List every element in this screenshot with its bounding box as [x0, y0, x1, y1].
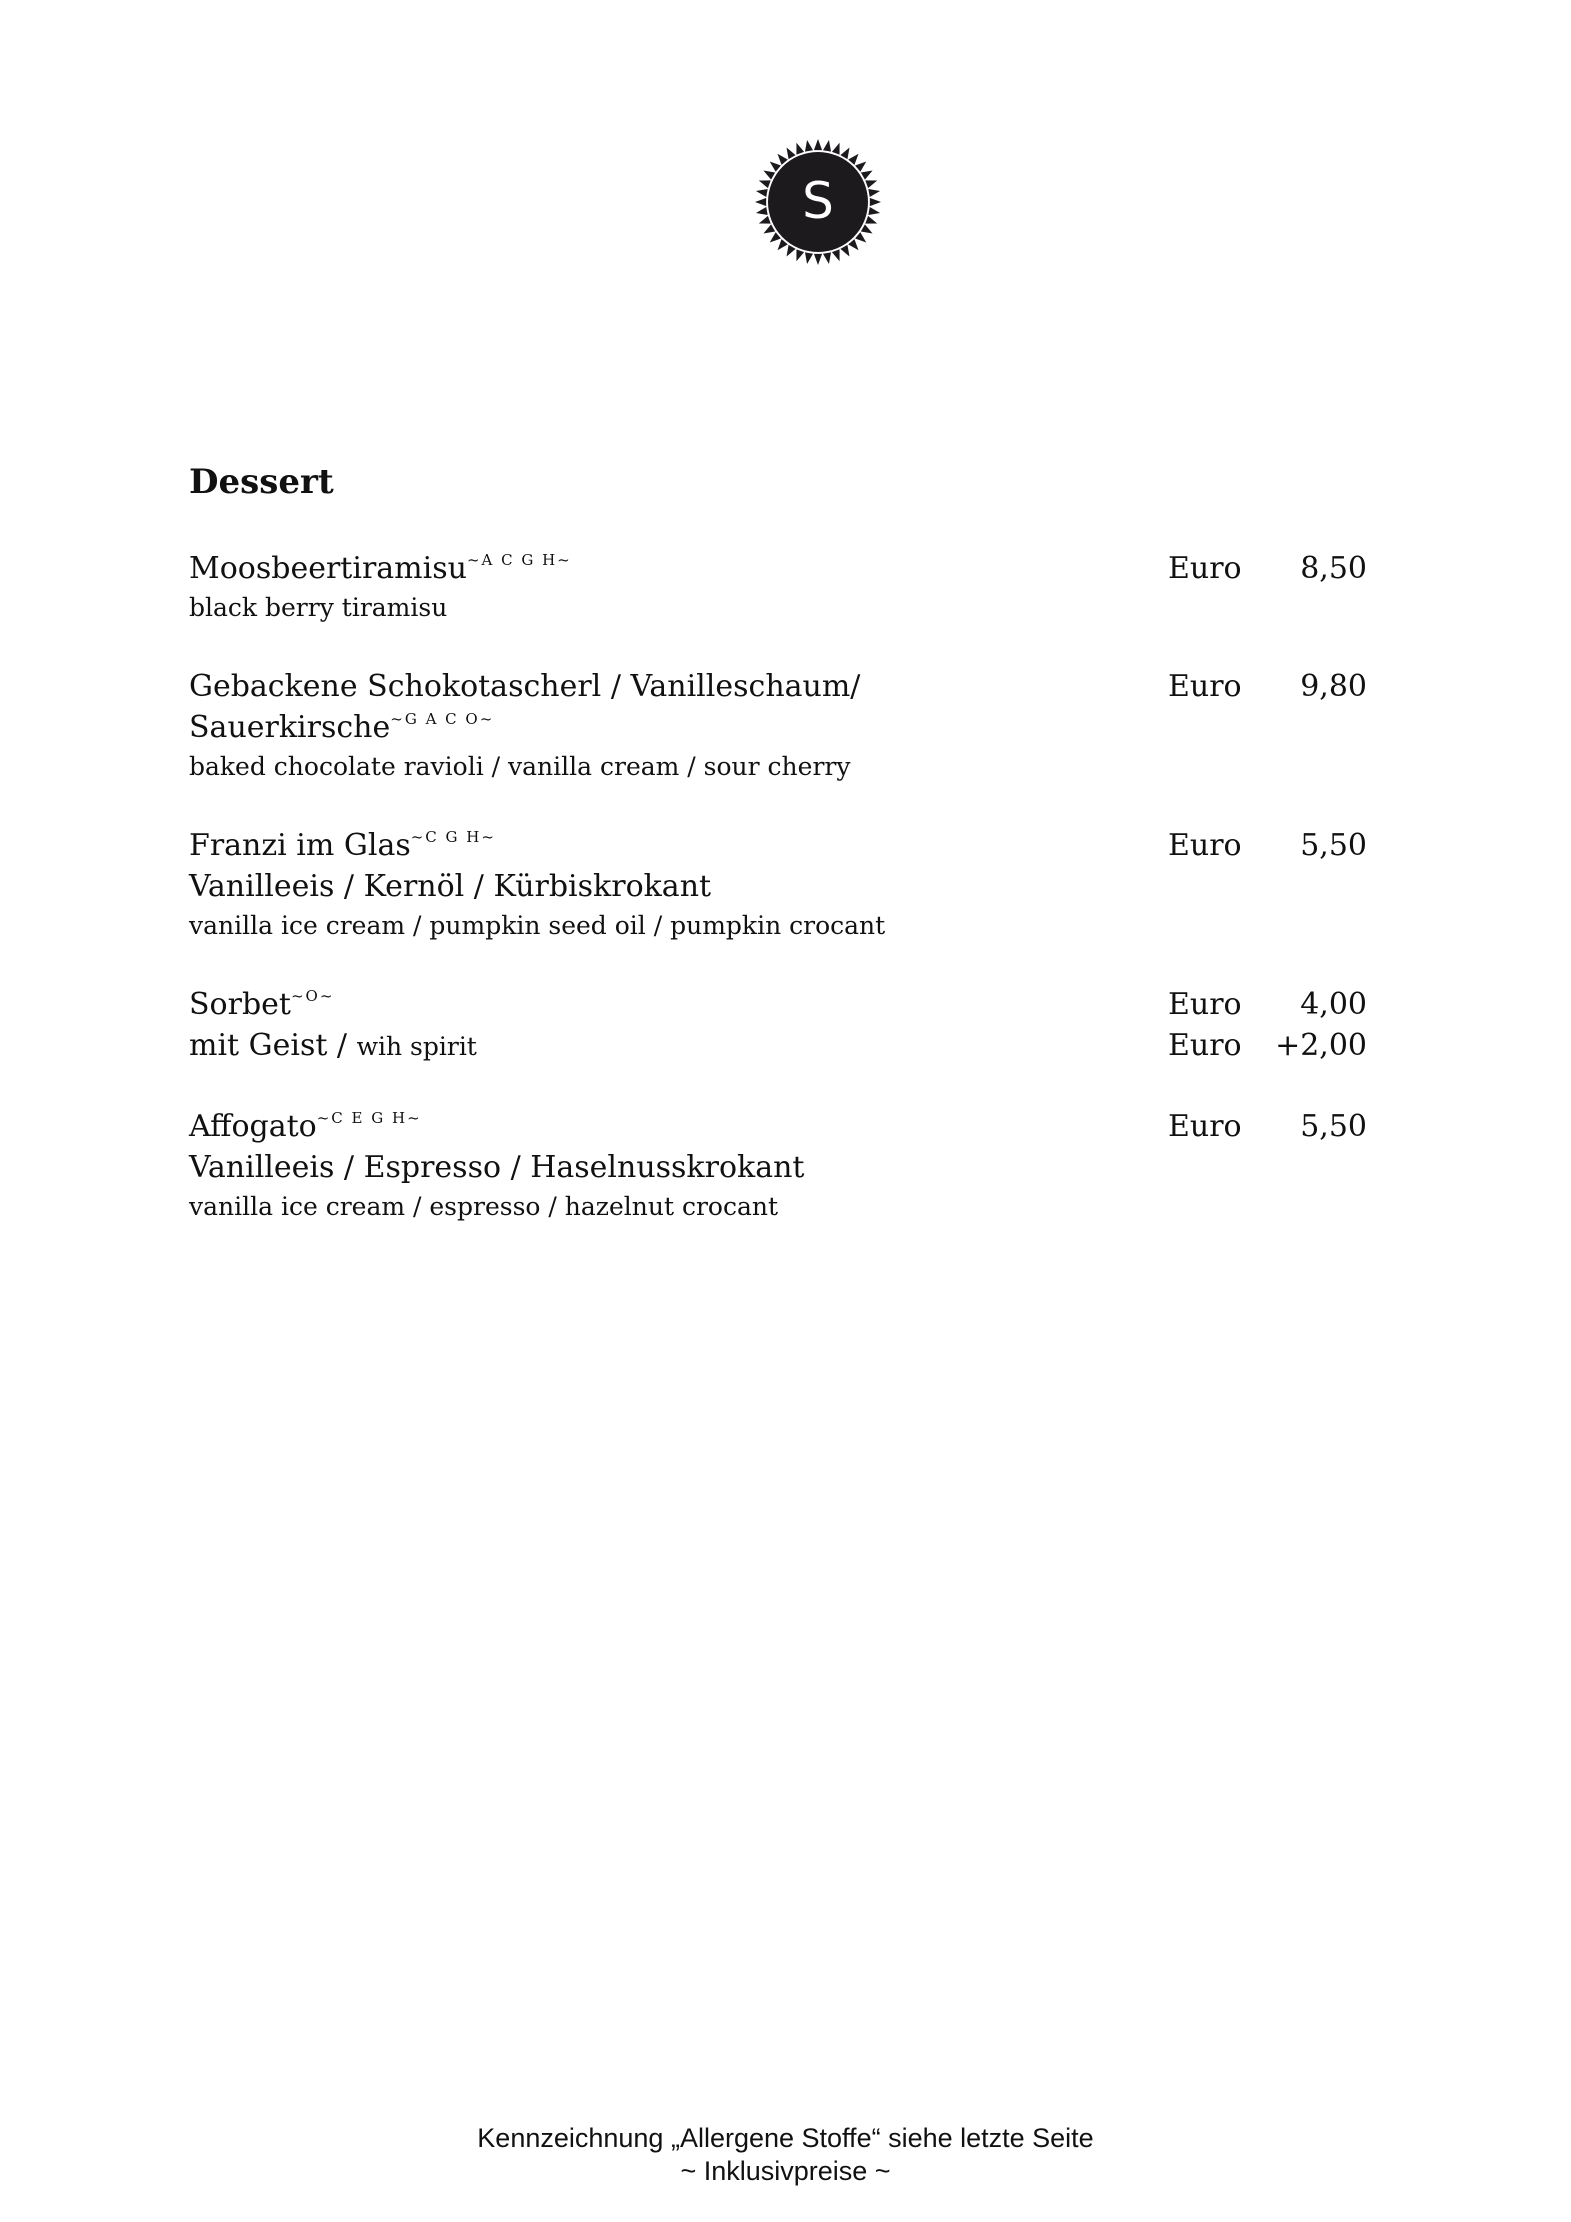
logo-ray — [868, 207, 880, 215]
logo-ray — [770, 232, 781, 242]
allergen-codes: ~C G H~ — [410, 828, 496, 846]
logo-ray — [855, 232, 866, 242]
logo-ray — [756, 189, 768, 197]
item-name-line — [189, 984, 1367, 1025]
item-name: Sorbet — [189, 987, 291, 1022]
currency-label: Euro — [1168, 669, 1242, 704]
menu-item — [189, 666, 1367, 785]
item-price: 5,50 — [1300, 828, 1367, 863]
logo-ray — [778, 239, 788, 250]
item-translation: vanilla ice cream / espresso / hazelnut crocant — [189, 1192, 779, 1221]
logo-ray — [763, 224, 775, 233]
logo-ray — [840, 147, 849, 159]
addon-translation: wih spirit — [356, 1032, 477, 1061]
logo-ray — [865, 180, 877, 188]
item-name-line — [189, 1106, 1367, 1147]
item-translation: black berry tiramisu — [189, 593, 448, 622]
menu-item — [189, 548, 1367, 626]
logo-ray — [840, 245, 849, 257]
logo-ray — [787, 245, 796, 257]
logo-ray — [814, 139, 822, 150]
logo-letter: S — [802, 172, 834, 230]
item-name-cont: Sauerkirsche — [189, 710, 391, 745]
restaurant-logo — [754, 138, 882, 266]
currency-label: Euro — [1168, 1028, 1242, 1063]
item-price: 5,50 — [1300, 1109, 1367, 1144]
section-title: Dessert — [189, 462, 334, 502]
allergen-codes: ~A C G H~ — [466, 551, 572, 569]
item-translation: baked chocolate ravioli / vanilla cream / sour cherry — [189, 752, 851, 781]
logo-ray — [787, 147, 796, 159]
item-addon-line — [189, 1025, 1367, 1066]
currency-label: Euro — [1168, 987, 1242, 1022]
logo-ray — [868, 189, 880, 197]
menu-item — [189, 825, 1367, 944]
item-name-line — [189, 666, 1367, 707]
logo-ray — [823, 252, 831, 264]
item-subtitle: Vanilleeis / Espresso / Haselnusskrokant — [189, 1150, 805, 1185]
allergen-codes: ~C E G H~ — [316, 1109, 422, 1127]
logo-ray — [861, 224, 873, 233]
allergen-codes: ~G A C O~ — [390, 710, 495, 728]
allergen-note: Kennzeichnung „Allergene Stoffe“ siehe letzte Seite — [477, 2123, 1094, 2153]
logo-ray — [770, 162, 781, 172]
logo-ray — [848, 239, 858, 250]
logo-ray — [823, 140, 831, 152]
addon-name: mit Geist / — [189, 1028, 348, 1063]
menu-item — [189, 1106, 1367, 1225]
logo-ray — [870, 198, 881, 206]
item-name: Gebackene Schokotascherl / Vanilleschaum/ — [189, 669, 861, 704]
logo-ray — [796, 143, 804, 155]
logo-ray — [756, 207, 768, 215]
logo-ray — [763, 171, 775, 180]
logo-ray — [848, 154, 858, 165]
menu-list — [189, 548, 1367, 1265]
currency-label: Euro — [1168, 1109, 1242, 1144]
menu-item — [189, 984, 1367, 1066]
logo-ray — [759, 180, 771, 188]
addon-price: +2,00 — [1275, 1028, 1367, 1063]
logo-ray — [865, 216, 877, 224]
item-translation: vanilla ice cream / pumpkin seed oil / pumpkin crocant — [189, 911, 886, 940]
allergen-codes: ~O~ — [290, 987, 335, 1005]
currency-label: Euro — [1168, 551, 1242, 586]
logo-ray — [814, 254, 822, 265]
item-name: Franzi im Glas — [189, 828, 411, 863]
logo-ray — [759, 216, 771, 224]
item-name-continuation — [189, 707, 1367, 748]
logo-ray — [755, 198, 766, 206]
logo-ray — [861, 171, 873, 180]
logo-ray — [805, 140, 813, 152]
footer — [0, 2122, 1571, 2188]
logo-ray — [796, 249, 804, 261]
logo-ray — [855, 162, 866, 172]
logo-ray — [805, 252, 813, 264]
price-note: ~ Inklusivpreise ~ — [680, 2156, 891, 2186]
logo-ray — [778, 154, 788, 165]
item-name: Moosbeertiramisu — [189, 551, 467, 586]
item-price: 4,00 — [1300, 987, 1367, 1022]
item-subtitle: Vanilleeis / Kernöl / Kürbiskrokant — [189, 869, 712, 904]
item-price: 8,50 — [1300, 551, 1367, 586]
item-name: Affogato — [189, 1109, 317, 1144]
logo-ray — [832, 143, 840, 155]
item-price: 9,80 — [1300, 669, 1367, 704]
currency-label: Euro — [1168, 828, 1242, 863]
item-name-line — [189, 825, 1367, 866]
logo-ray — [832, 249, 840, 261]
item-name-line — [189, 548, 1367, 589]
